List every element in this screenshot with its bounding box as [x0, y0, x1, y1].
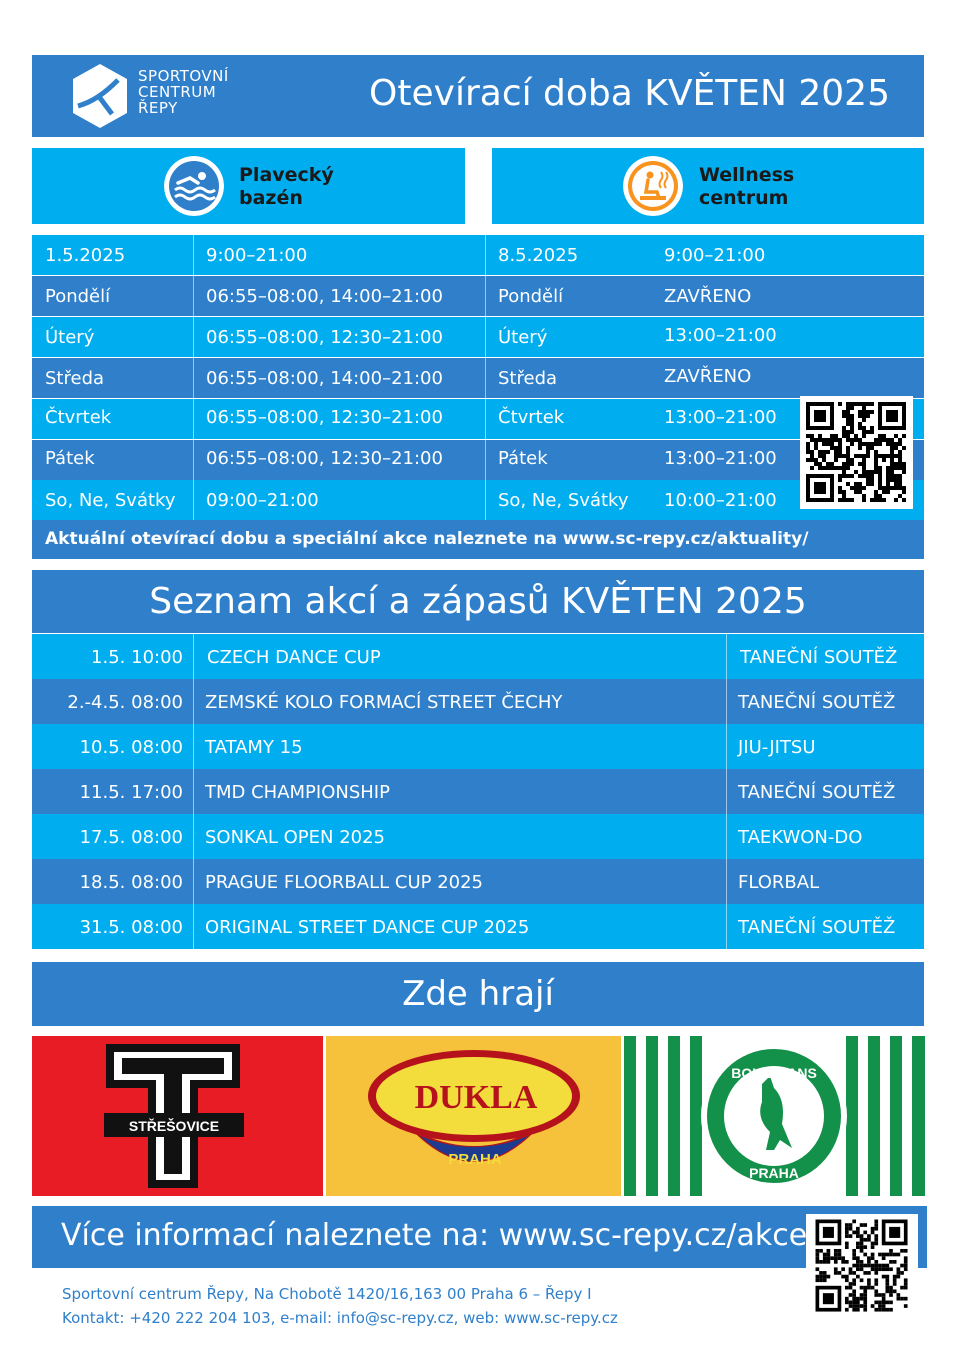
- column-divider: [193, 317, 194, 357]
- event-row: [32, 904, 924, 949]
- event-type: TAEKWON-DO: [738, 827, 863, 848]
- logo-line: ŘEPY: [138, 99, 178, 117]
- hours-row: [32, 440, 924, 480]
- sc-repy-logo-icon: [70, 62, 130, 130]
- bohemians-text: BOHEMIANS: [731, 1065, 817, 1081]
- qr-code-icon: [806, 1214, 918, 1318]
- strasovice-logo: [32, 1036, 323, 1196]
- wellness-day: Čtvrtek: [498, 407, 565, 428]
- pool-label-line: bazén: [239, 187, 303, 209]
- column-divider: [193, 480, 194, 520]
- column-divider: [485, 480, 486, 520]
- pool-day: 1.5.2025: [45, 245, 126, 266]
- wellness-label-line: centrum: [699, 187, 789, 209]
- event-name: SONKAL OPEN 2025: [205, 827, 385, 848]
- event-name: PRAGUE FLOORBALL CUP 2025: [205, 872, 483, 893]
- column-divider: [193, 904, 194, 949]
- pool-day: So, Ne, Svátky: [45, 490, 176, 511]
- event-name: CZECH DANCE CUP: [207, 647, 381, 668]
- wellness-time: 13:00–21:00: [664, 448, 777, 469]
- column-divider: [193, 634, 194, 679]
- column-divider: [193, 276, 194, 316]
- column-divider: [726, 904, 727, 949]
- column-divider: [726, 634, 727, 679]
- dukla-crest-icon: [326, 1036, 621, 1196]
- pool-time: 9:00–21:00: [206, 245, 308, 266]
- strasovice-t-icon: [32, 1036, 323, 1196]
- event-type: TANEČNÍ SOUTĚŽ: [738, 692, 896, 713]
- header-banner: [32, 55, 924, 137]
- event-row: [32, 634, 924, 679]
- wellness-time: ZAVŘENO: [664, 366, 752, 387]
- pool-time: 06:55–08:00, 12:30–21:00: [206, 327, 443, 348]
- pool-time: 06:55–08:00, 14:00–21:00: [206, 368, 443, 389]
- wellness-time: ZAVŘENO: [664, 286, 752, 307]
- event-name: ORIGINAL STREET DANCE CUP 2025: [205, 917, 530, 938]
- pool-label: [239, 164, 334, 210]
- event-row: [32, 679, 924, 724]
- pool-day: Pondělí: [45, 286, 111, 307]
- column-divider: [726, 679, 727, 724]
- event-type: JIU-JITSU: [738, 737, 816, 758]
- pool-day: Středa: [45, 368, 105, 389]
- dukla-text: DUKLA: [414, 1079, 538, 1116]
- bohemians-praha-text: PRAHA: [749, 1165, 799, 1181]
- pool-time: 09:00–21:00: [206, 490, 319, 511]
- event-date: 2.-4.5. 08:00: [67, 692, 183, 713]
- hours-row: [32, 358, 924, 398]
- event-date: 11.5. 17:00: [79, 782, 183, 803]
- column-divider: [485, 235, 486, 275]
- wellness-day: Úterý: [498, 327, 548, 348]
- pool-time: 06:55–08:00, 12:30–21:00: [206, 448, 443, 469]
- event-row: [32, 769, 924, 814]
- column-divider: [485, 276, 486, 316]
- wellness-day: So, Ne, Svátky: [498, 490, 629, 511]
- page-title: Otevírací doba KVĚTEN 2025: [369, 73, 890, 114]
- hours-row: [32, 276, 924, 316]
- event-row: [32, 859, 924, 904]
- pool-time: 06:55–08:00, 12:30–21:00: [206, 407, 443, 428]
- bohemians-crest-icon: [624, 1036, 925, 1196]
- event-name: ZEMSKÉ KOLO FORMACÍ STREET ČECHY: [205, 692, 563, 713]
- event-name: TATAMY 15: [205, 737, 303, 758]
- event-date: 10.5. 08:00: [79, 737, 183, 758]
- column-divider: [193, 399, 194, 439]
- column-divider: [485, 317, 486, 357]
- column-divider: [193, 859, 194, 904]
- pool-header: [32, 148, 465, 224]
- wellness-label-line: Wellness: [699, 164, 795, 186]
- column-divider: [726, 814, 727, 859]
- pool-day: Pátek: [45, 448, 95, 469]
- wellness-time: 10:00–21:00: [664, 490, 777, 511]
- event-date: 1.5. 10:00: [91, 647, 183, 668]
- hours-row: [32, 235, 924, 275]
- event-row: [32, 724, 924, 769]
- logo-line: SPORTOVNÍ: [138, 67, 229, 85]
- dukla-praha-text: PRAHA: [448, 1151, 502, 1168]
- wellness-day: Pátek: [498, 448, 548, 469]
- event-type: TANEČNÍ SOUTĚŽ: [738, 782, 896, 803]
- column-divider: [485, 358, 486, 398]
- clubs-title: Zde hrají: [32, 962, 924, 1026]
- event-date: 17.5. 08:00: [79, 827, 183, 848]
- pool-day: Úterý: [45, 327, 95, 348]
- hours-note-row: [32, 520, 924, 559]
- event-date: 18.5. 08:00: [79, 872, 183, 893]
- pool-time: 06:55–08:00, 14:00–21:00: [206, 286, 443, 307]
- swimmer-icon: [164, 156, 224, 216]
- column-divider: [193, 724, 194, 769]
- column-divider: [726, 859, 727, 904]
- event-row: [32, 814, 924, 859]
- event-name: TMD CHAMPIONSHIP: [205, 782, 390, 803]
- hours-row: [32, 480, 924, 520]
- column-divider: [726, 724, 727, 769]
- wellness-label: [699, 164, 794, 210]
- event-date: 31.5. 08:00: [79, 917, 183, 938]
- column-divider: [485, 440, 486, 480]
- logo-text: [138, 68, 229, 116]
- column-divider: [193, 440, 194, 480]
- wellness-header: [492, 148, 924, 224]
- sauna-icon: [623, 156, 683, 216]
- more-info-text: Více informací naleznete na: www.sc-repy.cz/akce: [61, 1218, 808, 1253]
- event-type: TANEČNÍ SOUTĚŽ: [738, 917, 896, 938]
- bohemians-logo: [624, 1036, 925, 1196]
- dukla-logo: [326, 1036, 621, 1196]
- wellness-time: 13:00–21:00: [664, 407, 777, 428]
- column-divider: [193, 814, 194, 859]
- column-divider: [485, 399, 486, 439]
- contact-line: Kontakt: +420 222 204 103, e-mail: info@sc-repy.cz, web: www.sc-repy.cz: [62, 1309, 618, 1327]
- address-line: Sportovní centrum Řepy, Na Chobotě 1420/16,163 00 Praha 6 – Řepy I: [62, 1285, 592, 1303]
- column-divider: [193, 235, 194, 275]
- qr-code-icon: [800, 396, 913, 509]
- pool-label-line: Plavecký: [239, 164, 334, 186]
- wellness-time: 13:00–21:00: [664, 325, 777, 346]
- event-type: TANEČNÍ SOUTĚŽ: [740, 647, 898, 668]
- wellness-day: 8.5.2025: [498, 245, 579, 266]
- events-title: Seznam akcí a zápasů KVĚTEN 2025: [32, 570, 924, 633]
- hours-row: [32, 317, 924, 357]
- wellness-day: Pondělí: [498, 286, 564, 307]
- wellness-time: 9:00–21:00: [664, 245, 766, 266]
- strasovice-text: STŘEŠOVICE: [128, 1118, 220, 1134]
- hours-note: Aktuální otevírací dobu a speciální akce naleznete na www.sc-repy.cz/aktuality/: [45, 529, 809, 549]
- wellness-day: Středa: [498, 368, 558, 389]
- event-type: FLORBAL: [738, 872, 820, 893]
- pool-day: Čtvrtek: [45, 407, 112, 428]
- logo-line: CENTRUM: [138, 83, 217, 101]
- column-divider: [193, 358, 194, 398]
- column-divider: [726, 769, 727, 814]
- more-info-banner: [32, 1206, 927, 1268]
- hours-row: [32, 399, 924, 439]
- column-divider: [193, 679, 194, 724]
- column-divider: [193, 769, 194, 814]
